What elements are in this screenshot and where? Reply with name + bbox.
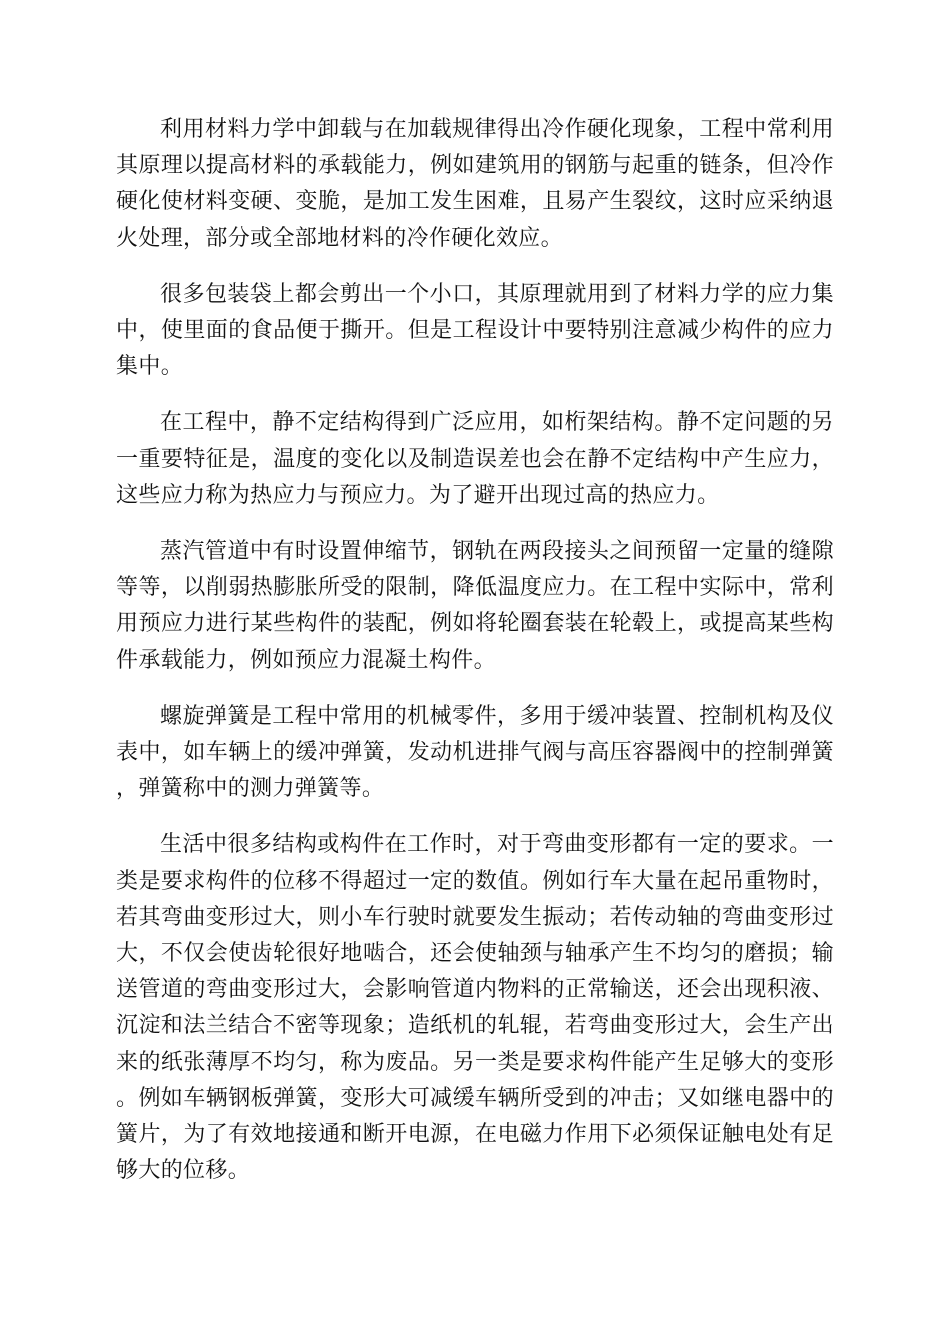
paragraph-expansion-joints: 蒸汽管道中有时设置伸缩节，钢轨在两段接头之间预留一定量的缝隙等等，以削弱热膨胀所受的限制，降低温度应力。在工程中实际中，常利用预应力进行某些构件的装配，例如将轮圈套装在轮毂上，或提高某些构件承载能力，例如预应力混凝土构件。 (116, 539, 834, 673)
paragraph-coil-springs: 螺旋弹簧是工程中常用的机械零件，多用于缓冲装置、控制机构及仪表中，如车辆上的缓冲弹簧，发动机进排气阀与高压容器阀中的控制弹簧，弹簧称中的测力弹簧等。 (116, 703, 834, 802)
paragraph-statically-indeterminate: 在工程中，静不定结构得到广泛应用，如桁架结构。静不定问题的另一重要特征是，温度的变化以及制造误差也会在静不定结构中产生应力，这些应力称为热应力与预应力。为了避开出现过高的热应力。 (116, 410, 834, 508)
paragraph-bending-deformation: 生活中很多结构或构件在工作时，对于弯曲变形都有一定的要求。一类是要求构件的位移不得超过一定的数值。例如行车大量在起吊重物时，若其弯曲变形过大，则小车行驶时就要发生振动；若传动轴的弯曲变形过大，不仅会使齿轮很好地啮合，还会使轴颈与轴承产生不均匀的磨损；输送管道的弯曲变形过大，会影响管道内物料的正常输送，还会出现积液、沉淀和法兰结合不密等现象；造纸机的轧辊，若弯曲变形过大，会生产出来的纸张薄厚不均匀，称为废品。另一类是要求构件能产生足够大的变形。例如车辆钢板弹簧，变形大可减缓车辆所受到的冲击；又如继电器中的簧片，为了有效地接通和断开电源，在电磁力作用下必须保证触电处有足够大的位移。 (116, 832, 834, 1184)
paragraph-cold-work-hardening: 利用材料力学中卸载与在加载规律得出冷作硬化现象，工程中常利用其原理以提高材料的承载能力，例如建筑用的钢筋与起重的链条，但冷作硬化使材料变硬、变脆，是加工发生困难，且易产生裂纹，这时应采纳退火处理，部分或全部地材料的冷作硬化效应。 (116, 117, 834, 251)
paragraph-stress-concentration: 很多包装袋上都会剪出一个小口，其原理就用到了材料力学的应力集中，使里面的食品便于撕开。但是工程设计中要特别注意减少构件的应力集中。 (116, 281, 834, 380)
document-page (116, 112, 834, 1209)
